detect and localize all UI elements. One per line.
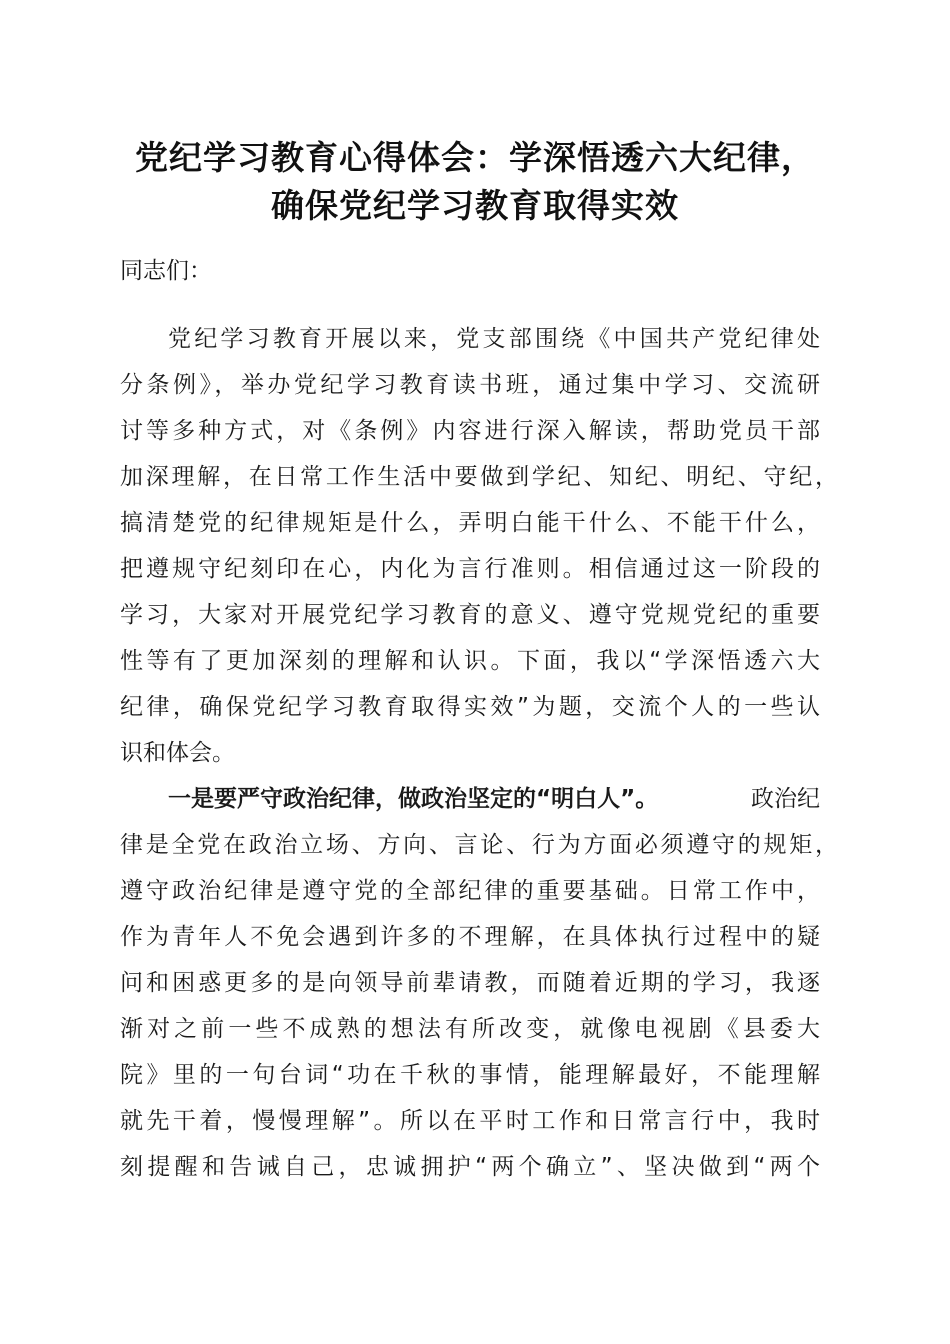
- paragraph-1-line: 性等有了更加深刻的理解和认识。下面，我以“学深悟透六大: [120, 648, 820, 674]
- paragraph-2-line: 律是全党在政治立场、方向、言论、行为方面必须遵守的规矩，: [120, 832, 838, 858]
- paragraph-2-line: 遵守政治纪律是遵守党的全部纪律的重要基础。日常工作中，: [120, 878, 820, 904]
- paragraph-2-first-line: [168, 783, 820, 815]
- paragraph-2-line: 就先干着，慢慢理解”。所以在平时工作和日常言行中，我时: [120, 1108, 820, 1134]
- salutation: 同志们：: [120, 258, 212, 284]
- paragraph-2-line: 作为青年人不免会遇到许多的不理解，在具体执行过程中的疑: [120, 924, 820, 950]
- paragraph-1-line: 党纪学习教育开展以来，党支部围绕《中国共产党纪律处: [168, 326, 820, 352]
- paragraph-1-line: 学习，大家对开展党纪学习教育的意义、遵守党规党纪的重要: [120, 602, 820, 628]
- paragraph-1-line: 讨等多种方式，对《条例》内容进行深入解读，帮助党员干部: [120, 418, 820, 444]
- document-title-line-2: 确保党纪学习教育取得实效: [271, 186, 679, 225]
- document-title-line-1: 党纪学习教育心得体会：学深悟透六大纪律，: [135, 138, 815, 177]
- paragraph-2-line: 刻提醒和告诫自己，忠诚拥护“两个确立”、坚决做到“两个: [120, 1154, 820, 1180]
- paragraph-1-line: 把遵规守纪刻印在心，内化为言行准则。相信通过这一阶段的: [120, 556, 820, 582]
- paragraph-1-line: 纪律，确保党纪学习教育取得实效”为题，交流个人的一些认: [120, 694, 820, 720]
- paragraph-2-heading: 一是要严守政治纪律，做政治坚定的“明白人”。: [168, 786, 659, 812]
- paragraph-1-line: 搞清楚党的纪律规矩是什么，弄明白能干什么、不能干什么，: [120, 510, 820, 536]
- paragraph-2-line: 问和困惑更多的是向领导前辈请教，而随着近期的学习，我逐: [120, 970, 820, 996]
- paragraph-1-line: 分条例》，举办党纪学习教育读书班，通过集中学习、交流研: [120, 372, 820, 398]
- paragraph-2-first-rest: 政治纪: [751, 786, 820, 812]
- paragraph-1-line: 加深理解，在日常工作生活中要做到学纪、知纪、明纪、守纪，: [120, 464, 838, 490]
- paragraph-1-line: 识和体会。: [120, 740, 235, 766]
- paragraph-2-line: 渐对之前一些不成熟的想法有所改变，就像电视剧《县委大: [120, 1016, 820, 1042]
- paragraph-2-line: 院》里的一句台词“功在千秋的事情，能理解最好，不能理解: [120, 1062, 820, 1088]
